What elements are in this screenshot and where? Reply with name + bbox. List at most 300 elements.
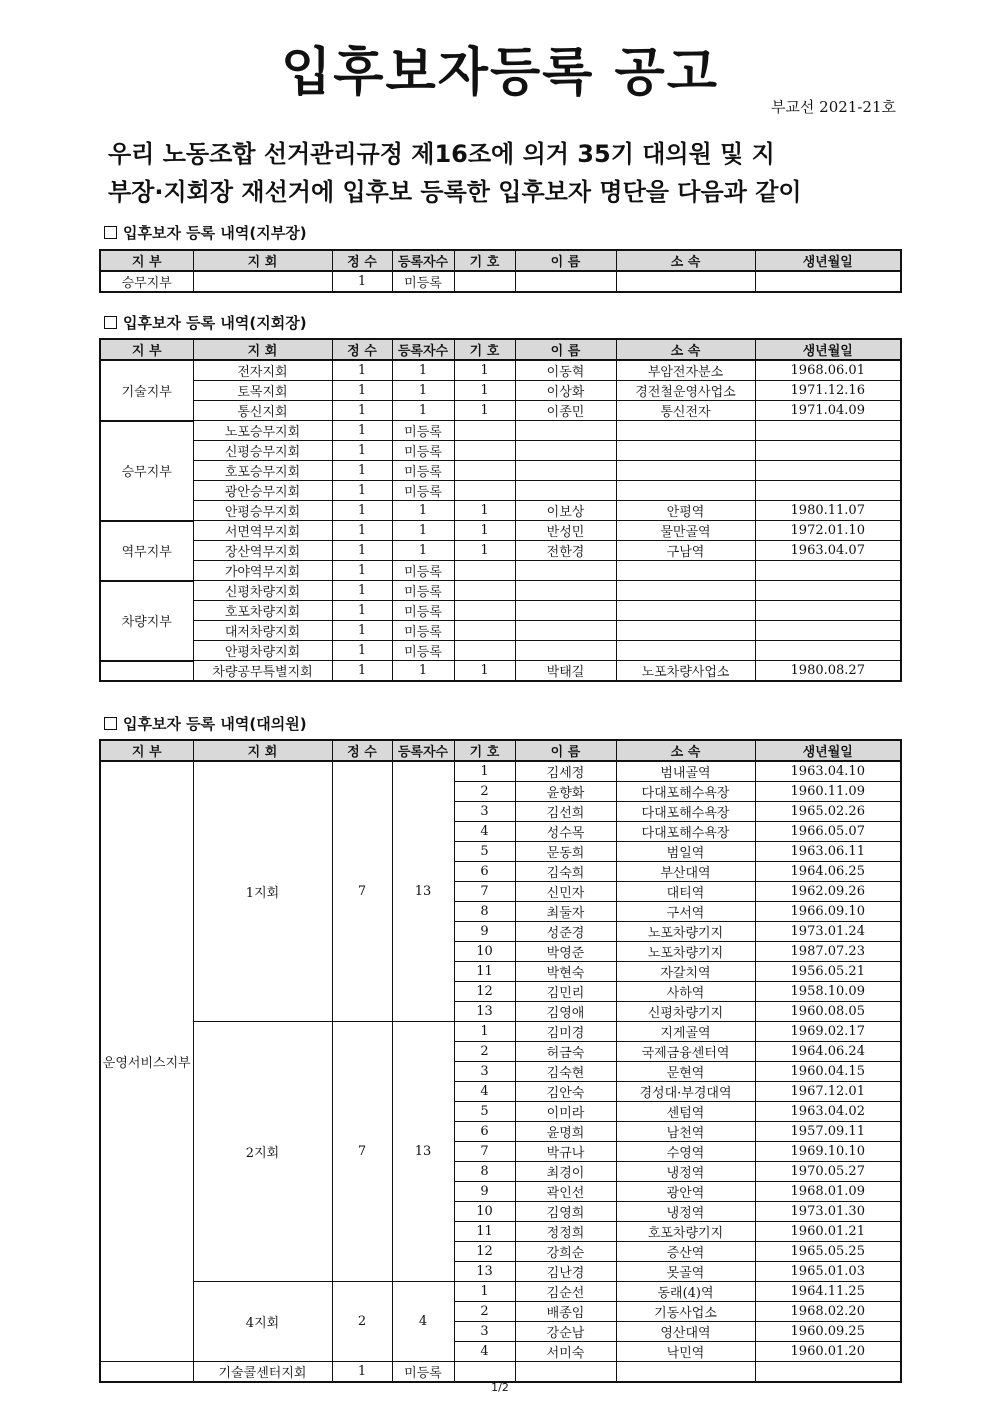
table-row [100, 481, 901, 501]
header-col-birthdate: 생년월일 [755, 250, 901, 271]
cell-number [454, 561, 515, 581]
cell-registered: 미등록 [392, 271, 454, 292]
cell-chapter: 호포차량지회 [193, 601, 332, 621]
cell-affiliation [616, 441, 755, 461]
cell-registered: 미등록 [392, 621, 454, 641]
header-col-birthdate: 생년월일 [755, 740, 901, 761]
cell-affiliation: 노포차량사업소 [616, 661, 755, 682]
cell-chapter: 4지회 [193, 1282, 332, 1362]
cell-affiliation: 물만골역 [616, 521, 755, 541]
cell-name: 박영준 [515, 942, 616, 962]
cell-affiliation: 동래(4)역 [616, 1282, 755, 1302]
cell-name: 배종임 [515, 1302, 616, 1322]
cell-chapter: 장산역무지회 [193, 541, 332, 561]
cell-quota: 1 [332, 641, 392, 661]
cell-birthdate: 1966.09.10 [755, 902, 901, 922]
table-row [100, 581, 901, 601]
cell-birthdate: 1969.02.17 [755, 1022, 901, 1042]
cell-affiliation: 광안역 [616, 1182, 755, 1202]
cell-name [515, 461, 616, 481]
section-heading-branch-chief: 입후보자 등록 내역(지부장) [104, 222, 307, 243]
cell-name: 곽인선 [515, 1182, 616, 1202]
cell-name: 김숙현 [515, 1062, 616, 1082]
cell-number: 11 [454, 962, 515, 982]
cell-affiliation: 자갈치역 [616, 962, 755, 982]
cell-birthdate: 1965.01.03 [755, 1262, 901, 1282]
cell-number: 1 [454, 401, 515, 421]
cell-name: 이상화 [515, 381, 616, 401]
cell-birthdate: 1963.04.10 [755, 761, 901, 782]
cell-quota: 1 [332, 661, 392, 682]
cell-number: 12 [454, 1242, 515, 1262]
cell-birthdate: 1972.01.10 [755, 521, 901, 541]
cell-registered: 미등록 [392, 461, 454, 481]
cell-number: 9 [454, 1182, 515, 1202]
cell-name [515, 621, 616, 641]
cell-name [515, 271, 616, 292]
cell-registered: 13 [392, 1022, 454, 1282]
header-col-registered: 등록자수 [392, 339, 454, 360]
cell-registered: 미등록 [392, 561, 454, 581]
cell-birthdate [755, 621, 901, 641]
cell-affiliation: 노포차량기지 [616, 942, 755, 962]
cell-quota: 1 [332, 581, 392, 601]
table-row [100, 661, 901, 682]
cell-name [515, 481, 616, 501]
table-row [100, 621, 901, 641]
cell-birthdate: 1960.01.21 [755, 1222, 901, 1242]
cell-name: 김영희 [515, 1202, 616, 1222]
cell-number [454, 461, 515, 481]
cell-number: 1 [454, 661, 515, 682]
cell-name: 성수목 [515, 822, 616, 842]
cell-name: 전한경 [515, 541, 616, 561]
cell-chapter: 서면역무지회 [193, 521, 332, 541]
cell-affiliation [616, 641, 755, 661]
cell-number-empty [454, 1362, 515, 1383]
cell-name: 최경이 [515, 1162, 616, 1182]
cell-branch: 차량지부 [100, 581, 193, 661]
cell-quota: 7 [332, 761, 392, 1022]
cell-name-empty [515, 1362, 616, 1383]
cell-chapter: 토목지회 [193, 381, 332, 401]
cell-quota: 1 [332, 401, 392, 421]
cell-number: 2 [454, 1302, 515, 1322]
cell-affiliation: 사하역 [616, 982, 755, 1002]
cell-birthdate: 1970.05.27 [755, 1162, 901, 1182]
cell-quota: 1 [332, 561, 392, 581]
cell-number [454, 271, 515, 292]
table-row [100, 421, 901, 441]
cell-affiliation: 문현역 [616, 1062, 755, 1082]
table-chapter-chief [99, 338, 902, 682]
header-col-number: 기 호 [454, 339, 515, 360]
table-row [100, 271, 901, 292]
cell-affiliation: 다대포해수욕장 [616, 782, 755, 802]
header-col-number: 기 호 [454, 740, 515, 761]
cell-affiliation [616, 601, 755, 621]
cell-chapter: 2지회 [193, 1022, 332, 1282]
cell-quota: 1 [332, 360, 392, 381]
page-number: 1/2 [491, 1381, 509, 1394]
cell-affiliation: 구남역 [616, 541, 755, 561]
cell-affiliation: 대티역 [616, 882, 755, 902]
cell-number: 1 [454, 541, 515, 561]
cell-birthdate: 1973.01.24 [755, 922, 901, 942]
cell-affiliation: 경성대·부경대역 [616, 1082, 755, 1102]
cell-name: 강희순 [515, 1242, 616, 1262]
cell-affiliation: 범내골역 [616, 761, 755, 782]
cell-name: 문동희 [515, 842, 616, 862]
cell-birthdate [755, 481, 901, 501]
cell-number [454, 581, 515, 601]
cell-quota: 1 [332, 481, 392, 501]
page-title: 입후보자등록 공고 [281, 43, 719, 103]
cell-affiliation: 신평차량기지 [616, 1002, 755, 1022]
cell-number: 8 [454, 1162, 515, 1182]
cell-name: 서미숙 [515, 1342, 616, 1362]
cell-birthdate-empty [755, 1362, 901, 1383]
cell-affiliation: 못골역 [616, 1262, 755, 1282]
cell-registered: 미등록 [392, 1362, 454, 1383]
cell-affiliation: 노포차량기지 [616, 922, 755, 942]
cell-birthdate: 1964.06.25 [755, 862, 901, 882]
cell-affiliation: 부산대역 [616, 862, 755, 882]
cell-birthdate: 1960.11.09 [755, 782, 901, 802]
cell-birthdate: 1957.09.11 [755, 1122, 901, 1142]
cell-affiliation: 수영역 [616, 1142, 755, 1162]
cell-birthdate [755, 461, 901, 481]
cell-name: 성준경 [515, 922, 616, 942]
cell-birthdate: 1987.07.23 [755, 942, 901, 962]
cell-number: 6 [454, 862, 515, 882]
cell-name: 이종민 [515, 401, 616, 421]
cell-chapter: 차량공무특별지회 [193, 661, 332, 682]
cell-chapter: 기술콜센터지회 [193, 1362, 332, 1383]
cell-birthdate: 1968.02.20 [755, 1302, 901, 1322]
cell-birthdate [755, 601, 901, 621]
cell-name: 신민자 [515, 882, 616, 902]
cell-affiliation-empty [616, 1362, 755, 1383]
cell-birthdate: 1969.10.10 [755, 1142, 901, 1162]
table-header-row [100, 740, 901, 761]
cell-birthdate: 1980.11.07 [755, 501, 901, 521]
cell-number: 3 [454, 1062, 515, 1082]
cell-birthdate: 1971.12.16 [755, 381, 901, 401]
header-col-branch: 지 부 [100, 740, 193, 761]
cell-number: 10 [454, 1202, 515, 1222]
cell-chapter: 전자지회 [193, 360, 332, 381]
table-branch-chief [99, 249, 902, 293]
cell-name: 김안숙 [515, 1082, 616, 1102]
table-row [100, 381, 901, 401]
cell-chapter: 신평승무지회 [193, 441, 332, 461]
cell-quota: 1 [332, 621, 392, 641]
cell-birthdate: 1964.11.25 [755, 1282, 901, 1302]
header-col-chapter: 지 회 [193, 339, 332, 360]
cell-affiliation: 센텀역 [616, 1102, 755, 1122]
cell-registered: 미등록 [392, 581, 454, 601]
cell-name: 허금숙 [515, 1042, 616, 1062]
cell-name: 김순선 [515, 1282, 616, 1302]
cell-birthdate [755, 441, 901, 461]
intro-line-1: 우리 노동조합 선거관리규정 제16조에 의거 35기 대의원 및 지 [108, 140, 775, 168]
cell-number [454, 481, 515, 501]
cell-number: 1 [454, 521, 515, 541]
cell-name: 김숙희 [515, 862, 616, 882]
cell-name: 윤향화 [515, 782, 616, 802]
header-col-number: 기 호 [454, 250, 515, 271]
cell-number: 12 [454, 982, 515, 1002]
header-col-registered: 등록자수 [392, 250, 454, 271]
cell-birthdate: 1967.12.01 [755, 1082, 901, 1102]
table-row [100, 461, 901, 481]
cell-birthdate: 1965.02.26 [755, 802, 901, 822]
cell-number: 10 [454, 942, 515, 962]
cell-birthdate: 1966.05.07 [755, 822, 901, 842]
table-row [100, 761, 901, 782]
cell-name [515, 561, 616, 581]
cell-name: 김미경 [515, 1022, 616, 1042]
cell-branch: 승무지부 [100, 421, 193, 521]
cell-chapter: 신평차량지회 [193, 581, 332, 601]
cell-affiliation [616, 461, 755, 481]
cell-number: 11 [454, 1222, 515, 1242]
cell-registered: 미등록 [392, 481, 454, 501]
cell-number: 1 [454, 1022, 515, 1042]
cell-registered: 13 [392, 761, 454, 1022]
cell-affiliation: 구서역 [616, 902, 755, 922]
header-col-birthdate: 생년월일 [755, 339, 901, 360]
cell-branch: 역무지부 [100, 521, 193, 581]
header-col-name: 이 름 [515, 339, 616, 360]
table-row [100, 601, 901, 621]
cell-number: 13 [454, 1262, 515, 1282]
header-col-chapter: 지 회 [193, 740, 332, 761]
cell-affiliation: 호포차량기지 [616, 1222, 755, 1242]
cell-name: 이보상 [515, 501, 616, 521]
section-heading-chapter-chief: 입후보자 등록 내역(지회장) [104, 312, 307, 333]
cell-chapter [193, 271, 332, 292]
cell-number: 13 [454, 1002, 515, 1022]
cell-name: 김세정 [515, 761, 616, 782]
checkbox-square-icon [104, 316, 117, 329]
cell-affiliation [616, 581, 755, 601]
cell-affiliation: 영산대역 [616, 1322, 755, 1342]
cell-birthdate: 1971.04.09 [755, 401, 901, 421]
table-row [100, 521, 901, 541]
cell-birthdate: 1963.04.07 [755, 541, 901, 561]
cell-number: 7 [454, 1142, 515, 1162]
cell-name: 김난경 [515, 1262, 616, 1282]
cell-name: 이미라 [515, 1102, 616, 1122]
cell-number: 3 [454, 1322, 515, 1342]
table-row [100, 641, 901, 661]
cell-registered: 미등록 [392, 601, 454, 621]
cell-branch [100, 661, 193, 682]
header-col-name: 이 름 [515, 250, 616, 271]
cell-chapter: 통신지회 [193, 401, 332, 421]
cell-number [454, 421, 515, 441]
section-heading-delegate: 입후보자 등록 내역(대의원) [104, 713, 307, 734]
header-col-affiliation: 소 속 [616, 740, 755, 761]
cell-birthdate: 1980.08.27 [755, 661, 901, 682]
header-col-name: 이 름 [515, 740, 616, 761]
cell-quota: 1 [332, 1362, 392, 1383]
cell-birthdate: 1958.10.09 [755, 982, 901, 1002]
cell-birthdate [755, 641, 901, 661]
cell-name: 윤명희 [515, 1122, 616, 1142]
table-header-row [100, 250, 901, 271]
cell-number: 2 [454, 1042, 515, 1062]
cell-birthdate: 1960.09.25 [755, 1322, 901, 1342]
intro-line-2: 부장·지회장 재선거에 입후보 등록한 입후보자 명단을 다음과 같이 [108, 178, 802, 206]
cell-affiliation: 지게골역 [616, 1022, 755, 1042]
cell-birthdate [755, 421, 901, 441]
cell-chapter: 가야역무지회 [193, 561, 332, 581]
cell-name: 최둘자 [515, 902, 616, 922]
cell-number: 1 [454, 381, 515, 401]
cell-branch: 기술지부 [100, 360, 193, 421]
cell-name: 김선희 [515, 802, 616, 822]
cell-number: 4 [454, 822, 515, 842]
cell-quota: 1 [332, 441, 392, 461]
cell-number: 8 [454, 902, 515, 922]
cell-quota: 1 [332, 421, 392, 441]
cell-birthdate [755, 581, 901, 601]
cell-name: 김영애 [515, 1002, 616, 1022]
cell-birthdate: 1960.01.20 [755, 1342, 901, 1362]
cell-affiliation: 경전철운영사업소 [616, 381, 755, 401]
checkbox-square-icon [104, 717, 117, 730]
cell-birthdate: 1968.06.01 [755, 360, 901, 381]
table-row [100, 1022, 901, 1042]
cell-birthdate: 1973.01.30 [755, 1202, 901, 1222]
cell-number [454, 621, 515, 641]
cell-number: 6 [454, 1122, 515, 1142]
cell-affiliation: 남천역 [616, 1122, 755, 1142]
header-col-quota: 정 수 [332, 339, 392, 360]
cell-birthdate: 1960.08.05 [755, 1002, 901, 1022]
cell-quota: 7 [332, 1022, 392, 1282]
header-col-chapter: 지 회 [193, 250, 332, 271]
cell-number: 4 [454, 1342, 515, 1362]
cell-registered: 1 [392, 501, 454, 521]
cell-name: 박현숙 [515, 962, 616, 982]
cell-registered: 1 [392, 541, 454, 561]
cell-affiliation: 안평역 [616, 501, 755, 521]
header-col-quota: 정 수 [332, 250, 392, 271]
cell-name: 박규나 [515, 1142, 616, 1162]
cell-quota: 1 [332, 381, 392, 401]
cell-branch: 승무지부 [100, 271, 193, 292]
cell-affiliation: 낙민역 [616, 1342, 755, 1362]
cell-birthdate [755, 561, 901, 581]
cell-number: 1 [454, 761, 515, 782]
cell-chapter: 대저차량지회 [193, 621, 332, 641]
cell-number: 5 [454, 1102, 515, 1122]
cell-quota: 1 [332, 271, 392, 292]
cell-chapter: 안평승무지회 [193, 501, 332, 521]
header-col-quota: 정 수 [332, 740, 392, 761]
cell-birthdate: 1960.04.15 [755, 1062, 901, 1082]
cell-quota: 1 [332, 601, 392, 621]
cell-chapter: 노포승무지회 [193, 421, 332, 441]
cell-affiliation: 범일역 [616, 842, 755, 862]
cell-branch-empty [100, 1362, 193, 1383]
cell-affiliation: 다대포해수욕장 [616, 822, 755, 842]
table-header-row [100, 339, 901, 360]
cell-number: 5 [454, 842, 515, 862]
table-row [100, 561, 901, 581]
cell-birthdate: 1965.05.25 [755, 1242, 901, 1262]
header-col-affiliation: 소 속 [616, 250, 755, 271]
document-number: 부교선 2021-21호 [770, 98, 896, 116]
cell-branch: 운영서비스지부 [100, 761, 193, 1362]
cell-number [454, 601, 515, 621]
cell-quota: 1 [332, 461, 392, 481]
cell-number: 1 [454, 360, 515, 381]
cell-affiliation: 냉정역 [616, 1202, 755, 1222]
cell-affiliation: 다대포해수욕장 [616, 802, 755, 822]
cell-birthdate: 1963.04.02 [755, 1102, 901, 1122]
cell-affiliation: 국제금융센터역 [616, 1042, 755, 1062]
cell-number: 9 [454, 922, 515, 942]
cell-name [515, 441, 616, 461]
cell-affiliation [616, 621, 755, 641]
cell-name [515, 421, 616, 441]
cell-name: 박태길 [515, 661, 616, 682]
table-row [100, 360, 901, 381]
cell-name [515, 581, 616, 601]
header-col-affiliation: 소 속 [616, 339, 755, 360]
cell-number: 1 [454, 1282, 515, 1302]
cell-number [454, 441, 515, 461]
table-row [100, 401, 901, 421]
cell-number: 1 [454, 501, 515, 521]
cell-affiliation: 부암전자분소 [616, 360, 755, 381]
cell-chapter: 광안승무지회 [193, 481, 332, 501]
cell-registered: 1 [392, 521, 454, 541]
cell-registered: 1 [392, 661, 454, 682]
cell-name: 강순남 [515, 1322, 616, 1342]
cell-quota: 1 [332, 521, 392, 541]
cell-registered: 1 [392, 401, 454, 421]
cell-registered: 1 [392, 360, 454, 381]
cell-birthdate: 1964.06.24 [755, 1042, 901, 1062]
cell-quota: 1 [332, 501, 392, 521]
cell-birthdate: 1956.05.21 [755, 962, 901, 982]
cell-chapter: 호포승무지회 [193, 461, 332, 481]
table-row [100, 1282, 901, 1302]
table-row [100, 441, 901, 461]
cell-affiliation: 증산역 [616, 1242, 755, 1262]
cell-name: 정정희 [515, 1222, 616, 1242]
cell-affiliation [616, 481, 755, 501]
cell-registered: 미등록 [392, 421, 454, 441]
header-col-branch: 지 부 [100, 339, 193, 360]
cell-number: 3 [454, 802, 515, 822]
table-row [100, 541, 901, 561]
cell-registered: 미등록 [392, 641, 454, 661]
cell-number: 7 [454, 882, 515, 902]
cell-chapter: 1지회 [193, 761, 332, 1022]
cell-registered: 1 [392, 381, 454, 401]
cell-number: 2 [454, 782, 515, 802]
cell-quota: 1 [332, 541, 392, 561]
table-row [100, 1362, 901, 1383]
cell-affiliation: 기동사업소 [616, 1302, 755, 1322]
